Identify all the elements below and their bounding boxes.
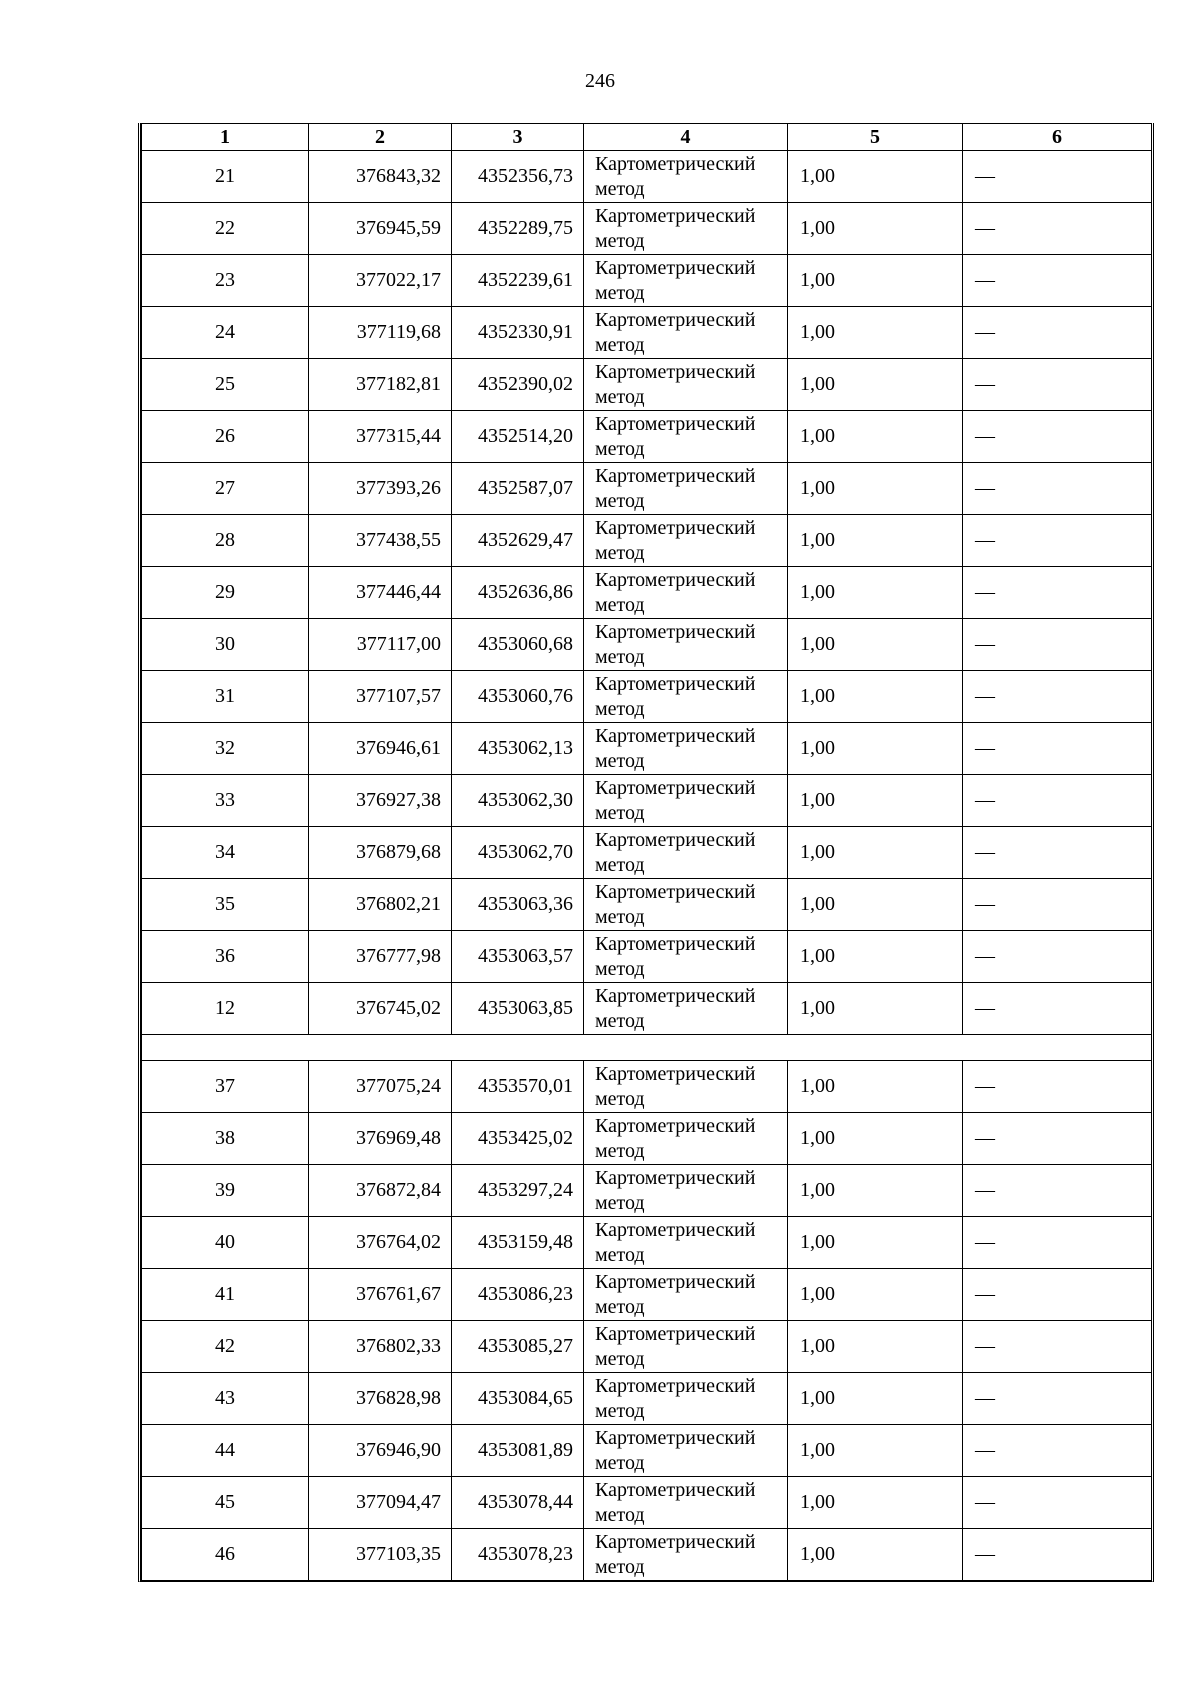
method-cell (584, 203, 788, 255)
table-row (142, 931, 1152, 983)
accuracy-value: 1,00 (788, 1113, 963, 1165)
accuracy-value: 1,00 (788, 931, 963, 983)
method-line-1: Картометрический (595, 932, 756, 955)
coordinates-table-frame (138, 123, 1154, 1582)
table-row (142, 619, 1152, 671)
coordinate-x: 377446,44 (309, 567, 452, 619)
separator-cell (142, 1035, 1152, 1061)
point-number: 45 (142, 1477, 309, 1529)
method-line-1: Картометрический (595, 152, 756, 175)
column-header: 4 (584, 124, 788, 151)
coordinate-y: 4353062,13 (452, 723, 584, 775)
coordinate-x: 377103,35 (309, 1529, 452, 1581)
point-number: 43 (142, 1373, 309, 1425)
accuracy-value: 1,00 (788, 1425, 963, 1477)
method-line-2: метод (595, 1503, 645, 1526)
method-cell (584, 1061, 788, 1113)
coordinate-x: 376946,61 (309, 723, 452, 775)
method-line-1: Картометрический (595, 1374, 756, 1397)
coordinate-x: 377107,57 (309, 671, 452, 723)
coordinate-x: 376802,33 (309, 1321, 452, 1373)
method-cell (584, 723, 788, 775)
method-line-2: метод (595, 853, 645, 876)
coordinate-x: 376764,02 (309, 1217, 452, 1269)
point-number: 25 (142, 359, 309, 411)
method-line-2: метод (595, 1399, 645, 1422)
accuracy-value: 1,00 (788, 827, 963, 879)
method-cell (584, 1113, 788, 1165)
method-cell (584, 983, 788, 1035)
coordinate-y: 4352587,07 (452, 463, 584, 515)
method-line-1: Картометрический (595, 1530, 756, 1553)
accuracy-value: 1,00 (788, 1321, 963, 1373)
method-line-2: метод (595, 1347, 645, 1370)
table-row (142, 411, 1152, 463)
coordinate-y: 4352390,02 (452, 359, 584, 411)
coordinate-y: 4353425,02 (452, 1113, 584, 1165)
method-cell (584, 931, 788, 983)
note-dash: — (963, 359, 1152, 411)
coordinate-x: 377022,17 (309, 255, 452, 307)
method-line-1: Картометрический (595, 1166, 756, 1189)
point-number: 28 (142, 515, 309, 567)
table-row (142, 1477, 1152, 1529)
method-line-2: метод (595, 1295, 645, 1318)
method-cell (584, 1165, 788, 1217)
accuracy-value: 1,00 (788, 671, 963, 723)
table-row (142, 827, 1152, 879)
note-dash: — (963, 827, 1152, 879)
coordinate-x: 376802,21 (309, 879, 452, 931)
table-row (142, 307, 1152, 359)
method-line-2: метод (595, 333, 645, 356)
method-cell (584, 1477, 788, 1529)
coordinate-x: 377182,81 (309, 359, 452, 411)
method-line-2: метод (595, 1009, 645, 1032)
coordinate-y: 4353062,70 (452, 827, 584, 879)
accuracy-value: 1,00 (788, 1217, 963, 1269)
coordinate-x: 376969,48 (309, 1113, 452, 1165)
table-row (142, 1113, 1152, 1165)
method-line-1: Картометрический (595, 724, 756, 747)
method-line-2: метод (595, 541, 645, 564)
accuracy-value: 1,00 (788, 1061, 963, 1113)
coordinate-y: 4353084,65 (452, 1373, 584, 1425)
method-line-2: метод (595, 697, 645, 720)
method-cell (584, 879, 788, 931)
coordinate-y: 4352330,91 (452, 307, 584, 359)
coordinate-x: 376945,59 (309, 203, 452, 255)
coordinate-y: 4352629,47 (452, 515, 584, 567)
point-number: 36 (142, 931, 309, 983)
coordinate-x: 376745,02 (309, 983, 452, 1035)
accuracy-value: 1,00 (788, 723, 963, 775)
method-cell (584, 619, 788, 671)
point-number: 33 (142, 775, 309, 827)
method-line-2: метод (595, 489, 645, 512)
coordinate-y: 4353297,24 (452, 1165, 584, 1217)
note-dash: — (963, 567, 1152, 619)
coordinate-x: 376761,67 (309, 1269, 452, 1321)
method-line-1: Картометрический (595, 1114, 756, 1137)
method-line-2: метод (595, 1191, 645, 1214)
method-line-1: Картометрический (595, 204, 756, 227)
table-row (142, 1425, 1152, 1477)
method-line-2: метод (595, 1451, 645, 1474)
coordinate-y: 4353159,48 (452, 1217, 584, 1269)
table-row (142, 1217, 1152, 1269)
accuracy-value: 1,00 (788, 1269, 963, 1321)
accuracy-value: 1,00 (788, 255, 963, 307)
point-number: 34 (142, 827, 309, 879)
accuracy-value: 1,00 (788, 359, 963, 411)
method-line-2: метод (595, 801, 645, 824)
method-line-2: метод (595, 385, 645, 408)
coordinate-y: 4353062,30 (452, 775, 584, 827)
coordinate-x: 376946,90 (309, 1425, 452, 1477)
table-row (142, 1373, 1152, 1425)
accuracy-value: 1,00 (788, 879, 963, 931)
table-row (142, 1269, 1152, 1321)
method-line-1: Картометрический (595, 776, 756, 799)
point-number: 44 (142, 1425, 309, 1477)
method-line-2: метод (595, 749, 645, 772)
coordinate-y: 4352514,20 (452, 411, 584, 463)
method-line-1: Картометрический (595, 880, 756, 903)
method-cell (584, 567, 788, 619)
coordinate-x: 376879,68 (309, 827, 452, 879)
method-cell (584, 827, 788, 879)
method-cell (584, 359, 788, 411)
coordinate-y: 4353078,44 (452, 1477, 584, 1529)
method-line-1: Картометрический (595, 1478, 756, 1501)
method-line-1: Картометрический (595, 1218, 756, 1241)
note-dash: — (963, 619, 1152, 671)
note-dash: — (963, 1113, 1152, 1165)
coordinate-y: 4353078,23 (452, 1529, 584, 1581)
method-cell (584, 411, 788, 463)
note-dash: — (963, 1477, 1152, 1529)
accuracy-value: 1,00 (788, 1477, 963, 1529)
method-line-1: Картометрический (595, 984, 756, 1007)
point-number: 46 (142, 1529, 309, 1581)
method-line-2: метод (595, 645, 645, 668)
point-number: 41 (142, 1269, 309, 1321)
note-dash: — (963, 723, 1152, 775)
table-row (142, 671, 1152, 723)
method-cell (584, 307, 788, 359)
point-number: 40 (142, 1217, 309, 1269)
method-line-1: Картометрический (595, 360, 756, 383)
method-cell (584, 1425, 788, 1477)
table-row (142, 879, 1152, 931)
table-row (142, 1165, 1152, 1217)
point-number: 23 (142, 255, 309, 307)
column-header: 2 (309, 124, 452, 151)
coordinate-x: 377393,26 (309, 463, 452, 515)
table-row (142, 359, 1152, 411)
accuracy-value: 1,00 (788, 567, 963, 619)
method-line-2: метод (595, 1139, 645, 1162)
coordinate-y: 4353060,68 (452, 619, 584, 671)
coordinate-x: 377075,24 (309, 1061, 452, 1113)
method-line-2: метод (595, 1243, 645, 1266)
coordinate-y: 4353085,27 (452, 1321, 584, 1373)
table-separator-row (142, 1035, 1152, 1061)
coordinate-y: 4352239,61 (452, 255, 584, 307)
method-line-1: Картометрический (595, 516, 756, 539)
note-dash: — (963, 307, 1152, 359)
table-row (142, 1529, 1152, 1581)
method-cell (584, 255, 788, 307)
method-line-1: Картометрический (595, 412, 756, 435)
point-number: 35 (142, 879, 309, 931)
column-header: 1 (142, 124, 309, 151)
coordinate-y: 4353063,85 (452, 983, 584, 1035)
note-dash: — (963, 671, 1152, 723)
note-dash: — (963, 255, 1152, 307)
method-cell (584, 1217, 788, 1269)
note-dash: — (963, 1373, 1152, 1425)
method-line-1: Картометрический (595, 464, 756, 487)
table-row (142, 1061, 1152, 1113)
method-cell (584, 775, 788, 827)
table-row (142, 723, 1152, 775)
note-dash: — (963, 1321, 1152, 1373)
point-number: 21 (142, 151, 309, 203)
method-line-2: метод (595, 229, 645, 252)
method-line-1: Картометрический (595, 1270, 756, 1293)
note-dash: — (963, 879, 1152, 931)
coordinates-table (141, 123, 1152, 1581)
coordinate-x: 377094,47 (309, 1477, 452, 1529)
coordinate-y: 4352636,86 (452, 567, 584, 619)
column-header: 3 (452, 124, 584, 151)
coordinate-x: 376777,98 (309, 931, 452, 983)
note-dash: — (963, 515, 1152, 567)
coordinate-x: 377119,68 (309, 307, 452, 359)
accuracy-value: 1,00 (788, 619, 963, 671)
method-cell (584, 1529, 788, 1581)
coordinate-y: 4353063,57 (452, 931, 584, 983)
method-cell (584, 1269, 788, 1321)
method-line-1: Картометрический (595, 1062, 756, 1085)
method-line-2: метод (595, 1087, 645, 1110)
note-dash: — (963, 775, 1152, 827)
coordinate-x: 376927,38 (309, 775, 452, 827)
method-cell (584, 151, 788, 203)
column-header: 6 (963, 124, 1152, 151)
coordinate-y: 4353081,89 (452, 1425, 584, 1477)
point-number: 26 (142, 411, 309, 463)
method-line-2: метод (595, 1555, 645, 1578)
coordinate-y: 4352289,75 (452, 203, 584, 255)
table-row (142, 515, 1152, 567)
coordinate-x: 377438,55 (309, 515, 452, 567)
coordinate-y: 4353570,01 (452, 1061, 584, 1113)
table-row (142, 255, 1152, 307)
accuracy-value: 1,00 (788, 1529, 963, 1581)
accuracy-value: 1,00 (788, 1165, 963, 1217)
coordinate-x: 376828,98 (309, 1373, 452, 1425)
note-dash: — (963, 411, 1152, 463)
coordinate-y: 4353063,36 (452, 879, 584, 931)
table-row (142, 983, 1152, 1035)
note-dash: — (963, 1061, 1152, 1113)
point-number: 39 (142, 1165, 309, 1217)
note-dash: — (963, 1425, 1152, 1477)
method-line-2: метод (595, 177, 645, 200)
accuracy-value: 1,00 (788, 411, 963, 463)
coordinate-x: 376843,32 (309, 151, 452, 203)
note-dash: — (963, 1165, 1152, 1217)
coordinate-x: 377315,44 (309, 411, 452, 463)
point-number: 29 (142, 567, 309, 619)
note-dash: — (963, 1217, 1152, 1269)
point-number: 42 (142, 1321, 309, 1373)
method-line-2: метод (595, 281, 645, 304)
coordinate-y: 4353060,76 (452, 671, 584, 723)
method-line-1: Картометрический (595, 1426, 756, 1449)
note-dash: — (963, 931, 1152, 983)
coordinate-y: 4353086,23 (452, 1269, 584, 1321)
note-dash: — (963, 1269, 1152, 1321)
point-number: 30 (142, 619, 309, 671)
accuracy-value: 1,00 (788, 203, 963, 255)
accuracy-value: 1,00 (788, 515, 963, 567)
point-number: 27 (142, 463, 309, 515)
page-number: 246 (585, 70, 615, 92)
table-row (142, 203, 1152, 255)
table-row (142, 567, 1152, 619)
accuracy-value: 1,00 (788, 1373, 963, 1425)
note-dash: — (963, 203, 1152, 255)
point-number: 37 (142, 1061, 309, 1113)
table-row (142, 775, 1152, 827)
method-cell (584, 1321, 788, 1373)
accuracy-value: 1,00 (788, 983, 963, 1035)
point-number: 31 (142, 671, 309, 723)
point-number: 22 (142, 203, 309, 255)
method-line-1: Картометрический (595, 828, 756, 851)
column-header: 5 (788, 124, 963, 151)
method-cell (584, 515, 788, 567)
table-row (142, 151, 1152, 203)
method-cell (584, 463, 788, 515)
table-header-row (142, 124, 1152, 151)
coordinate-y: 4352356,73 (452, 151, 584, 203)
point-number: 12 (142, 983, 309, 1035)
method-line-2: метод (595, 437, 645, 460)
point-number: 32 (142, 723, 309, 775)
method-line-1: Картометрический (595, 256, 756, 279)
coordinate-x: 377117,00 (309, 619, 452, 671)
table-row (142, 1321, 1152, 1373)
point-number: 24 (142, 307, 309, 359)
method-cell (584, 671, 788, 723)
note-dash: — (963, 151, 1152, 203)
method-line-1: Картометрический (595, 568, 756, 591)
method-line-1: Картометрический (595, 1322, 756, 1345)
method-line-2: метод (595, 905, 645, 928)
accuracy-value: 1,00 (788, 307, 963, 359)
accuracy-value: 1,00 (788, 463, 963, 515)
method-line-1: Картометрический (595, 308, 756, 331)
coordinate-x: 376872,84 (309, 1165, 452, 1217)
table-row (142, 463, 1152, 515)
accuracy-value: 1,00 (788, 151, 963, 203)
method-line-2: метод (595, 593, 645, 616)
method-line-1: Картометрический (595, 620, 756, 643)
note-dash: — (963, 983, 1152, 1035)
point-number: 38 (142, 1113, 309, 1165)
note-dash: — (963, 463, 1152, 515)
method-line-2: метод (595, 957, 645, 980)
accuracy-value: 1,00 (788, 775, 963, 827)
method-line-1: Картометрический (595, 672, 756, 695)
note-dash: — (963, 1529, 1152, 1581)
method-cell (584, 1373, 788, 1425)
